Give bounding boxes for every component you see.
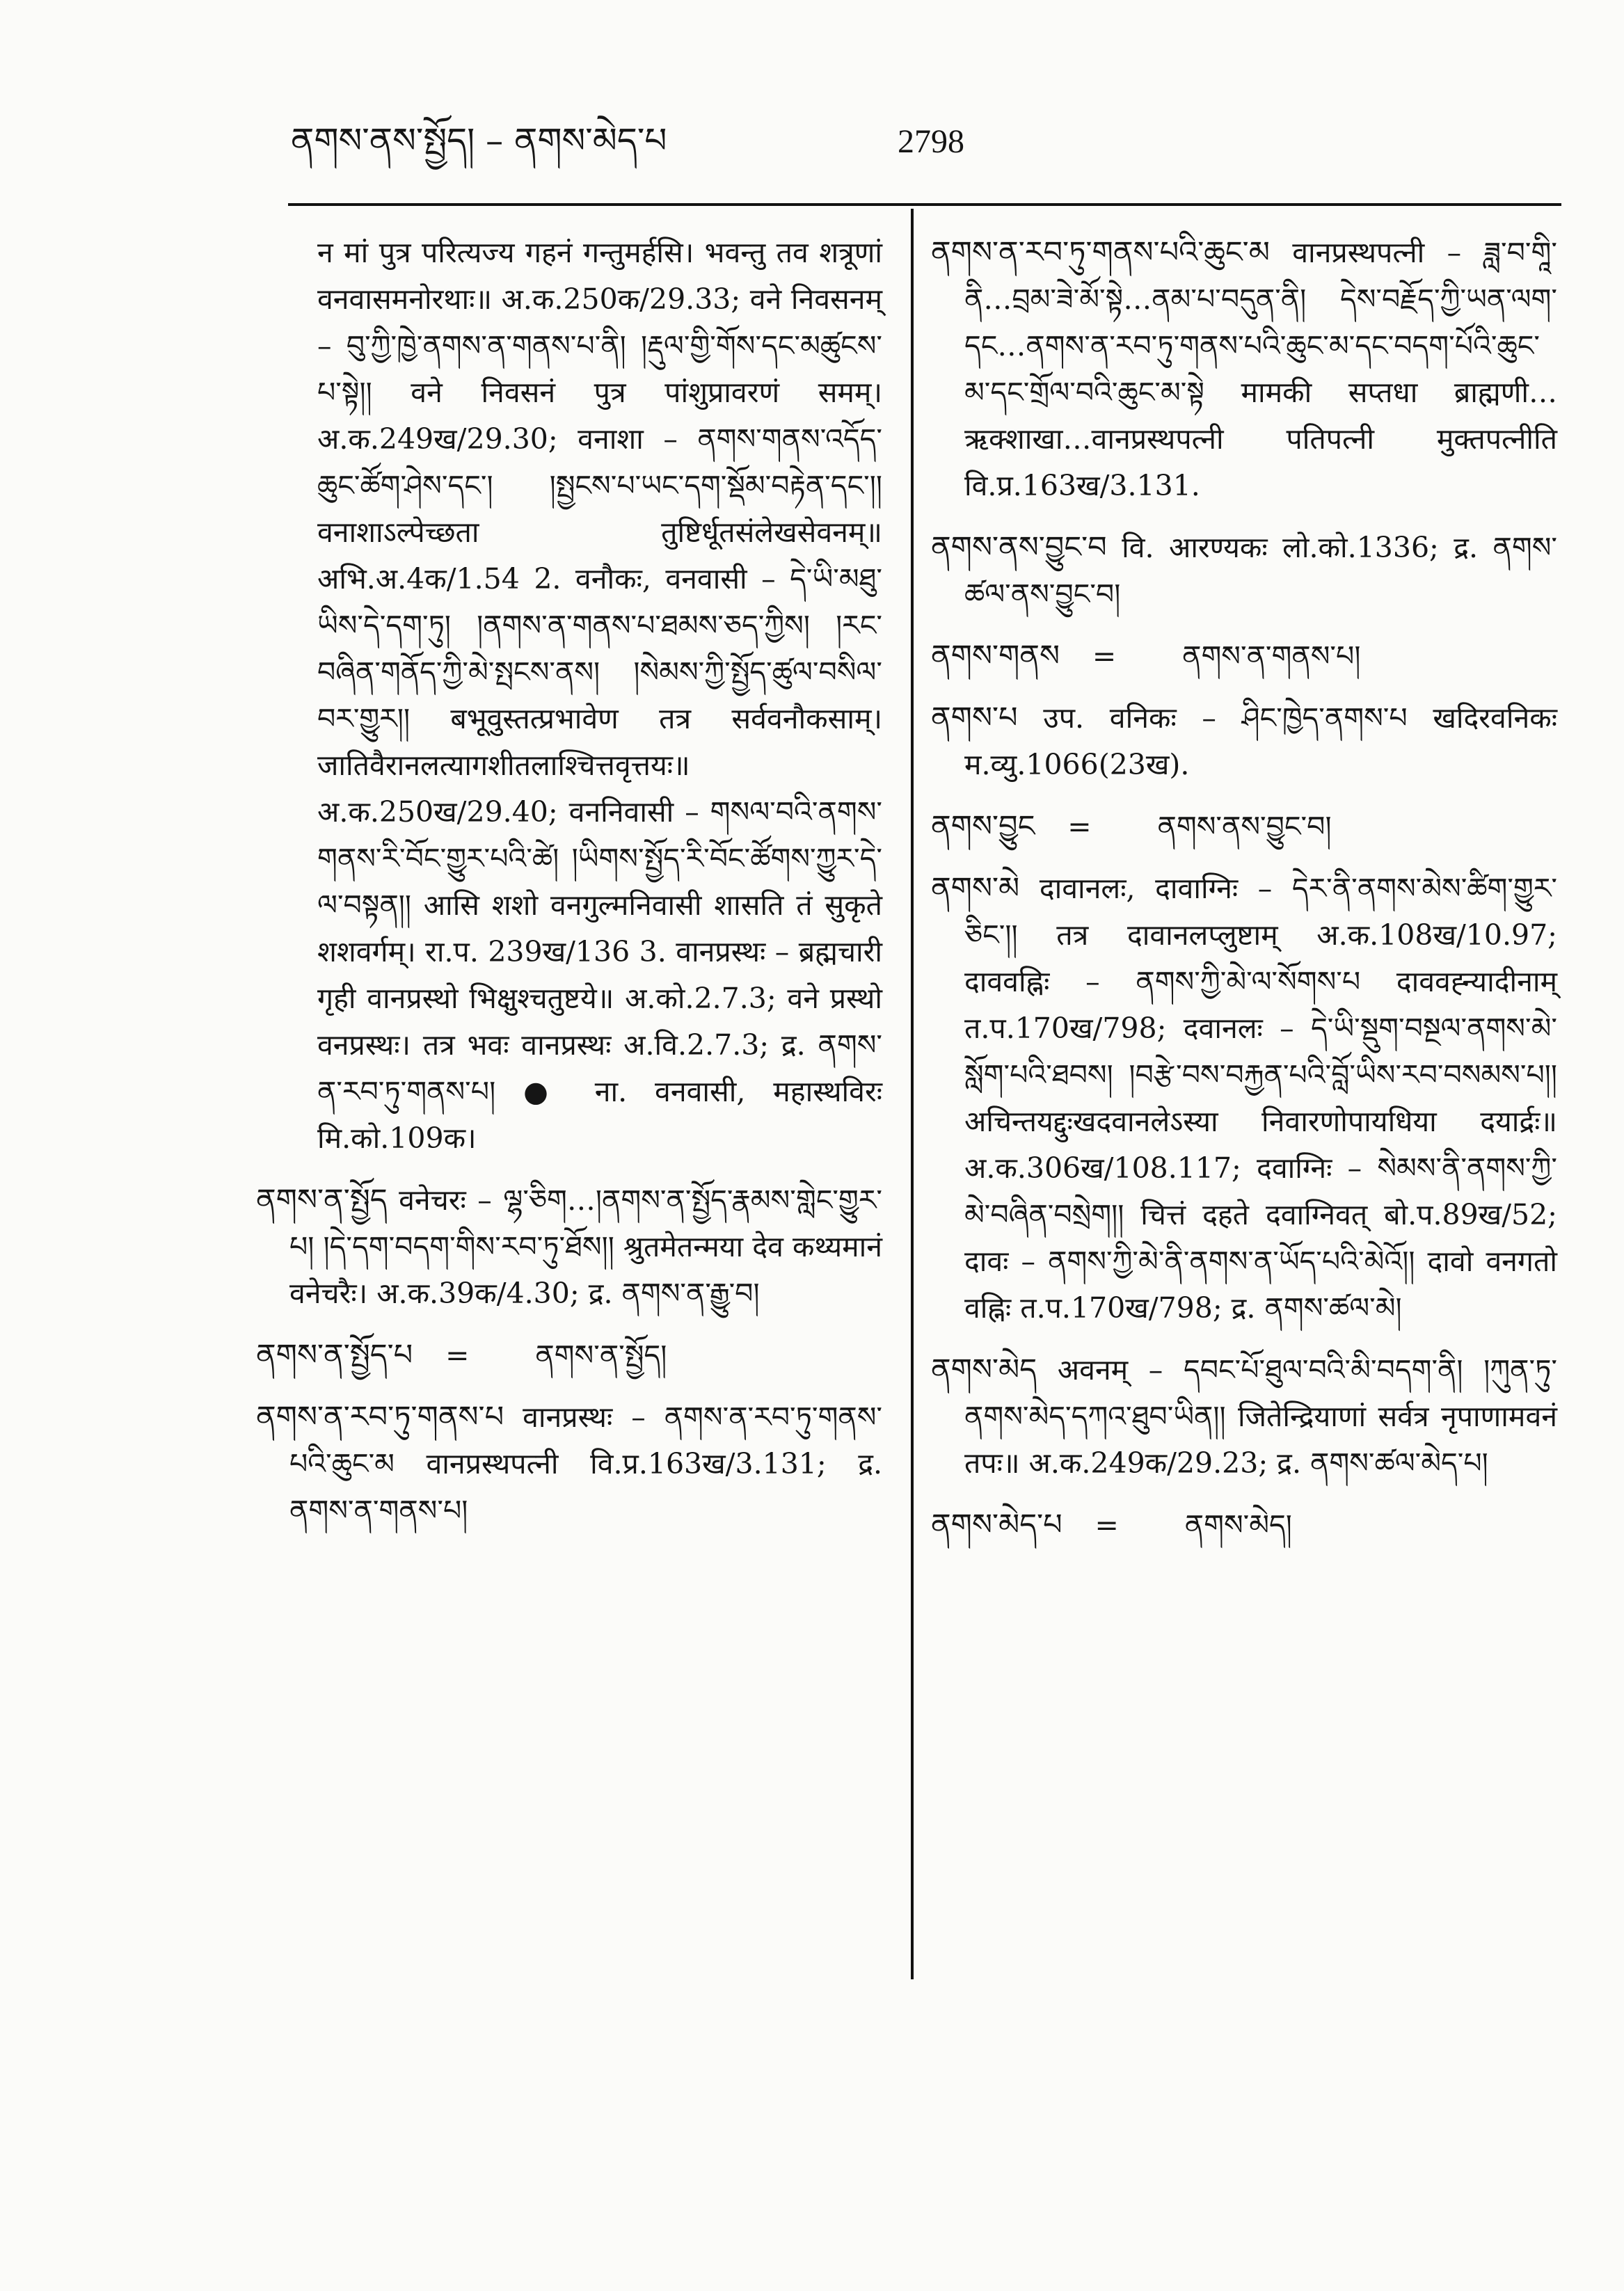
entry-body: वानप्रस्थपत्नी – ཟླ་བ་གཱི་ནི…བྲམ་ཟེ་མོ་སྟེ…ནམ་པ་བདུན་ནི། དེས་བརྗོད་ཀྱི་ཡན་ལག་དང…ནགས་ན་རབ་ཏུ་གནས་པའི་ཆུང་མ་དང་བདག་པོའི་ཆུང་མ་དང་གྲོལ་བའི་ཆུང་མ་སྟེ मामकी सप्तधा ब्राह्मणी…ऋक्शाखा…वानप्रस्थपत्नी पतिपत्नी मुक्तपत्नीति वि.प्र.163ख/3.131. [964, 236, 1557, 502]
continued-entry-text: न मां पुत्र परित्यज्य गहनं गन्तुमर्हसि। भवन्तु तव शत्रूणां वनवासमनोरथाः॥ अ.क.250क/29.33; वने निवसनम् – བུ་ཀྱི་ཁྱེ་ནགས་ན་གནས་པ་ནི། །རྡུལ་གྱི་གོས་དང་མཚུངས་པ་སྟེ།། वने निवसनं पुत्र पांशुप्रावरणं समम्। अ.क.249ख/29.30; वनाशा – ནགས་གནས་འདོད་ཆུང་ཚོག་ཤེས་དང་། །སྤྱངས་པ་ཡང་དག་སྡོམ་བརྟེན་དང་།། वनाशाऽल्पेच्छता तुष्टिर्धूतसंलेखसेवनम्॥ अभि.अ.4क/1.54 2. वनौकः, वनवासी – དེ་ཡི་མཐུ་ཡིས་དེ་དག་ཏུ། །ནགས་ན་གནས་པ་ཐམས་ཅད་ཀྱིས། །རང་བཞིན་གནོད་ཀྱི་མེ་སྤངས་ནས། །སེམས་ཀྱི་སྤྱོད་ཚུལ་བསིལ་བར་གྱུར།། बभूवुस्तत्प्रभावेण तत्र सर्ववनौकसाम्। जातिवैरानलत्यागशीतलाश्चित्तवृत्तयः॥ अ.क.250ख/29.40; वननिवासी – གསལ་བའི་ནགས་གནས་རི་བོང་གྱུར་པའི་ཚེ། །ཡིགས་སྤྱོད་རི་བོང་ཚོགས་ཀྱུར་དེ་ལ་བསྟན།། आसि शशो वनगुल्मनिवासी शासति तं सुकृते शशवर्गम्। रा.प. 239ख/136 3. वानप्रस्थः – ब्रह्मचारी गृही वानप्रस्थो भिक्षुश्चतुष्टये॥ अ.को.2.7.3; वने प्रस्थो वनप्रस्थः। तत्र भवः वानप्रस्थः अ.वि.2.7.3; द्र. ནགས་ན་རབ་ཏུ་གནས་པ། ● ना. वनवासी, महास्थविरः मि.को.109क। [317, 236, 882, 1155]
entry-body: वनेचरः – ལྷ་ཅིག…།ནགས་ན་སྤྱོད་རྣམས་གླེང་གྱུར་པ། །དེ་དག་བདག་གིས་རབ་ཏུ་ཐོས།། श्रुतमेतन्मया देव कथ्यमानं वनेचरैः। अ.क.39क/4.30; द्र. ནགས་ན་རྒྱུ་བ། [289, 1183, 882, 1310]
entry-headword: ནགས་མེ [931, 871, 1020, 906]
entry-body: दावानलः, दावाग्निः – དེར་ནི་ནགས་མེས་ཚིག་གྱུར་ཅིང་།། तत्र दावानलप्लुष्टाम् अ.क.108ख/10.97; दाववह्निः – ནགས་ཀྱི་མེ་ལ་སོགས་པ दाववह्न्यादीनाम् त.प.170ख/798; दवानलः – དེ་ཡི་སྡུག་བསྔལ་ནགས་མེ་སློག་པའི་ཐབས། །བརྩེ་བས་བརྐྱན་པའི་བློ་ཡིས་རབ་བསམས་པ།། अचिन्तयद्दुःखदवानलेऽस्या निवारणोपायधिया दयार्द्रः॥ अ.क.306ख/108.117; दवाग्निः – སེམས་ནི་ནགས་ཀྱི་མེ་བཞིན་བསྲེག།། चित्तं दहते दवाग्निवत् बो.प.89ख/52; दावः – ནགས་ཀྱི་མེ་ནི་ནགས་ན་ཡོད་པའི་མེའོ།། दावो वनगतो वह्निः त.प.170ख/798; द्र. ནགས་ཚལ་མེ། [964, 872, 1557, 1325]
header-rule [288, 203, 1561, 206]
cross-reference-entry [256, 1332, 882, 1379]
dictionary-entry [931, 1347, 1557, 1487]
equals-sign: = [1067, 810, 1092, 843]
entry-headword: ནགས་མེད་པ [931, 1508, 1062, 1542]
column-divider [911, 209, 914, 1979]
dictionary-entry [256, 1177, 882, 1317]
right-column [931, 230, 1557, 1564]
entry-headword: ནགས་བྱུང [931, 809, 1035, 844]
entry-body: उप. वनिकः – ཤིང་ཁྱེད་ནགས་པ खदिरवनिकः म.व्यु.1066(23ख). [964, 701, 1557, 781]
cross-reference-target: ནགས་ནས་བྱུང་བ། [1157, 810, 1332, 843]
entry-headword: ནགས་ན་རབ་ཏུ་གནས་པ [256, 1400, 504, 1435]
entry-headword: ནགས་ན་སྤྱོད་པ [256, 1338, 413, 1373]
equals-sign: = [445, 1339, 470, 1372]
entry-headword: ནགས་པ [931, 701, 1018, 735]
equals-sign: = [1092, 639, 1117, 673]
cross-reference-target: ནགས་ན་གནས་པ། [1182, 639, 1361, 673]
dictionary-entry [931, 865, 1557, 1332]
dictionary-entry [931, 230, 1557, 509]
page-number: 2798 [898, 123, 964, 160]
cross-reference-entry [931, 633, 1557, 680]
dictionary-entry [931, 695, 1557, 788]
entry-headword: ནགས་མེད [931, 1352, 1037, 1387]
entry-headword: ནགས་ནས་བྱུང་བ [931, 530, 1107, 565]
left-column [256, 230, 882, 1549]
entry-headword: ནགས་གནས [931, 639, 1060, 673]
cross-reference-target: ནགས་མེད། [1184, 1508, 1292, 1542]
dictionary-entry [256, 1394, 882, 1534]
cross-reference-entry [931, 1502, 1557, 1549]
equals-sign: = [1094, 1508, 1119, 1542]
running-title: ནགས་ནས་སྤྱོད། – ནགས་མེད་པ [291, 120, 667, 161]
entry-headword: ནགས་ན་རབ་ཏུ་གནས་པའི་ཆུང་མ [931, 235, 1270, 270]
entry-body: वानप्रस्थः – ནགས་ན་རབ་ཏུ་གནས་པའི་ཆུང་མ वानप्रस्थपत्नी वि.प्र.163ख/3.131; द्र. ནགས་ན་གནས་པ། [289, 1400, 882, 1527]
dictionary-entry [931, 525, 1557, 618]
cross-reference-target: ནགས་ན་སྤྱོད། [535, 1339, 667, 1372]
entry-headword: ནགས་ན་སྤྱོད [256, 1183, 388, 1218]
entry-body: अवनम् – དབང་པོ་ཐུལ་བའི་མི་བདག་ནི། །ཀུན་ཏུ་ནགས་མེད་དཀའ་ཐུབ་ཡིན།། जितेन्द्रियाणां सर्वत्र नृपाणामवनं तपः॥ अ.क.249क/29.23; द्र. ནགས་ཚལ་མེད་པ། [964, 1353, 1557, 1480]
cross-reference-entry [931, 804, 1557, 850]
entry-body: वि. आरण्यकः लो.को.1336; द्र. ནགས་ཚལ་ནས་བྱུང་བ། [964, 531, 1557, 611]
